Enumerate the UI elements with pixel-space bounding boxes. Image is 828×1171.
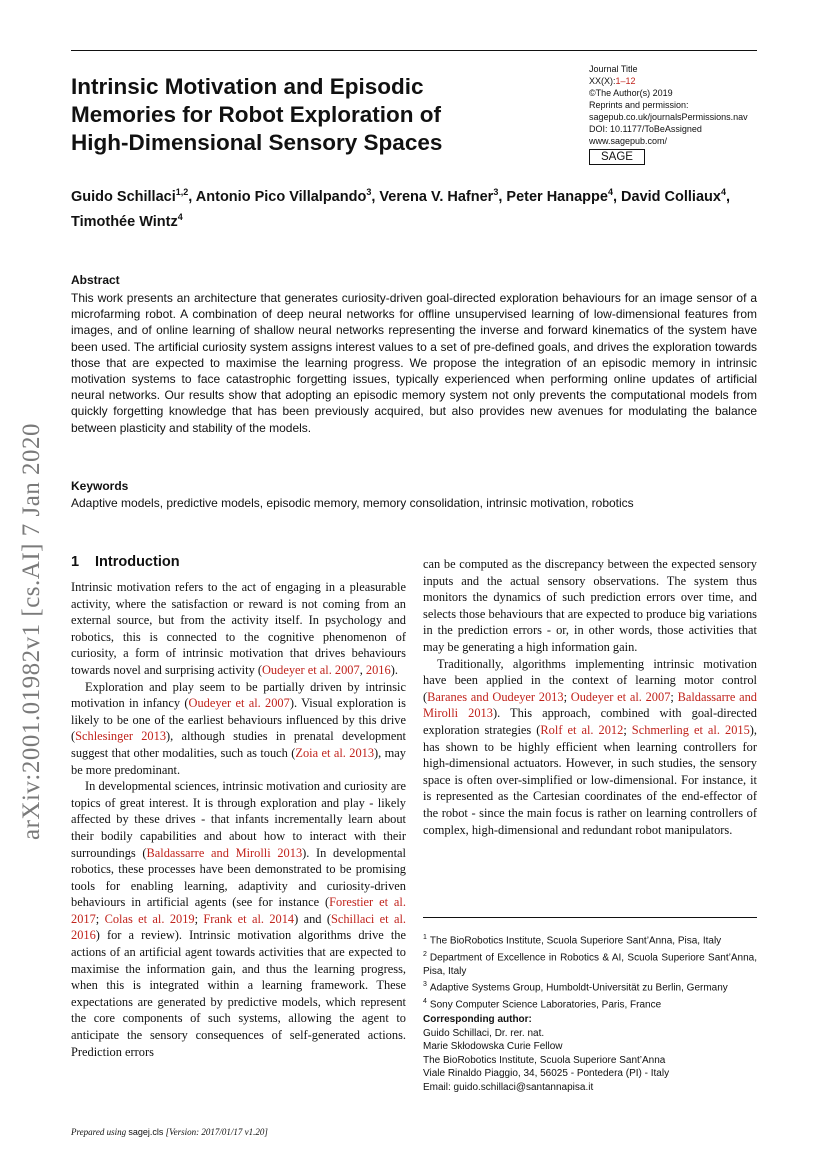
doi: DOI: 10.1177/ToBeAssigned <box>589 124 702 134</box>
author-affiliation: 4 <box>607 187 613 197</box>
affiliation-footnote <box>423 948 757 978</box>
body-paragraph: can be computed as the discrepancy between the expected sensory inputs and the actual sensory observations. The system thus monitors the dynamics of such prediction errors over time, and selects those behaviours that are expected to produce big variations in the prediction errors - or, in other words, those activities that may be generating a high information gain. <box>423 557 757 654</box>
author-name: Peter Hanappe <box>506 188 608 205</box>
affiliation-footnote <box>423 995 757 1012</box>
section-heading-introduction <box>71 554 180 570</box>
title-line: Memories for Robot Exploration of <box>71 102 442 127</box>
footnote-number: 4 <box>423 997 427 1005</box>
section-title: Introduction <box>95 554 180 570</box>
abstract-heading: Abstract <box>71 273 120 287</box>
reprints-label: Reprints and permission: <box>589 100 689 110</box>
right-column <box>423 556 757 838</box>
footnote-number: 1 <box>423 934 427 941</box>
keywords-text: Adaptive models, predictive models, episodic memory, memory consolidation, intrinsic motivation, robotics <box>71 496 634 510</box>
footnote-number: 3 <box>423 981 427 989</box>
body-paragraph: Intrinsic motivation refers to the act of engaging in a pleasurable activity, where the satisfaction or reward is not coming from an external source, but from the activity itself. In psychology and robotics, this is connected to the cognitive phenomenon of curiosity, a form of intrinsic motivation that drives behaviours towards novel and surprising activity (Oudeyer et al. 2007, 2016). <box>71 580 406 677</box>
journal-volume <box>589 75 748 87</box>
citation-link[interactable]: Rolf et al. 2012 <box>540 722 624 737</box>
body-paragraph: Traditionally, algorithms implementing intrinsic motivation have been applied in the context of learning motor control (Baranes and Oudeyer 2013; Oudeyer et al. 2007; Baldassarre and Mirolli 2013). This approach, combined with goal-directed exploration strategies (Rolf et al. 2012; Schmerling et al. 2015), has shown to be highly efficient when learning controllers for high-dimensional actuators. However, in such studies, the sensory space is often over-simplified or low-dimensional. For instance, it is represented as the Cartesian coordinates of the end-effector of the robot - since the main focus is rather on learning controllers of complex, high-dimensional and redundant robot manipulators. <box>423 656 758 837</box>
prepared-using-note <box>71 1127 268 1137</box>
corresponding-author <box>423 1013 757 1095</box>
class-file: sagej.cls <box>128 1127 164 1137</box>
author-name: Antonio Pico Villalpando <box>195 188 367 205</box>
author-list: Guido Schillaci$^{1,2}$, Antonio Pico Villalpando$^3$, Verena V. Hafner$^3$, Peter Hanappe$^4$, David Colliaux$^4$, Timothée Wintz$^4$ <box>71 187 730 230</box>
citation-link[interactable]: Schillaci et al. 2016 <box>71 911 406 943</box>
citation-link[interactable]: Baldassarre and Mirolli 2013 <box>423 689 757 721</box>
sage-logo: SAGE <box>589 149 645 165</box>
author-affiliation: 3 <box>493 187 499 197</box>
footnote-rule <box>423 917 757 918</box>
citation-link[interactable]: Baldassarre and Mirolli 2013 <box>146 845 303 860</box>
journal-info <box>589 63 748 165</box>
author-affiliation: 4 <box>177 211 183 222</box>
footnote-text: Adaptive Systems Group, Humboldt-Universität zu Berlin, Germany <box>429 982 728 994</box>
top-rule <box>71 50 757 51</box>
prepared-prefix: Prepared using <box>71 1127 129 1137</box>
reprints-url: sagepub.co.uk/journalsPermissions.nav <box>589 112 748 122</box>
citation-link[interactable]: Baranes and Oudeyer 2013 <box>427 689 564 704</box>
paper-title <box>71 73 571 157</box>
page-range-link[interactable]: 1–12 <box>615 76 636 86</box>
affiliation-footnotes <box>423 931 757 1012</box>
corresponding-line: Guido Schillaci, Dr. rer. nat. <box>423 1027 545 1039</box>
copyright: ©The Author(s) 2019 <box>589 88 673 98</box>
corresponding-email: Email: guido.schillaci@santannapisa.it <box>423 1081 594 1093</box>
body-paragraph: Exploration and play seem to be partially driven by intrinsic motivation in infancy (Oudeyer et al. 2007). Visual exploration is likely to be one of the earliest behaviours influenced by this drive (Schlesinger 2013), although studies in prenatal development suggest that other modalities, such as touch (Zoia et al. 2013), may be more predominant. <box>71 679 406 777</box>
author-name: Verena V. Hafner <box>379 188 494 205</box>
corresponding-line: The BioRobotics Institute, Scuola Superiore Sant’Anna <box>423 1054 666 1066</box>
volume-text: XX(X): <box>589 76 616 86</box>
section-number: 1 <box>71 554 80 570</box>
author-affiliation: 1,2 <box>175 187 189 197</box>
citation-link[interactable]: Oudeyer et al. 2007 <box>261 662 360 677</box>
keywords-heading: Keywords <box>71 479 129 493</box>
citation-link[interactable]: Schmerling et al. 2015 <box>631 722 750 737</box>
footnote-text: Sony Computer Science Laboratories, Paris, France <box>429 999 662 1011</box>
footnote-text: Department of Excellence in Robotics & AI, Scuola Superiore Sant’Anna, Pisa, Italy <box>423 952 757 977</box>
corresponding-line: Marie Skłodowska Curie Fellow <box>423 1041 563 1053</box>
citation-link[interactable]: Oudeyer et al. 2007 <box>570 689 671 704</box>
citation-link[interactable]: Zoia et al. 2013 <box>295 745 375 760</box>
prepared-version: [Version: 2017/01/17 v1.20] <box>163 1127 268 1137</box>
citation-link[interactable]: Schlesinger 2013 <box>75 729 167 744</box>
left-column <box>71 579 406 1060</box>
title-line: High-Dimensional Sensory Spaces <box>71 130 443 155</box>
title-line: Intrinsic Motivation and Episodic <box>71 74 424 99</box>
abstract-text: This work presents an architecture that generates curiosity-driven goal-directed exploration behaviours for an image sensor of a microfarming robot. A combination of deep neural networks for offline unsupervised learning of low-dimensional features from images, and of online learning of shallow neural networks representing the inverse and forward kinematics of the system have been used. The artificial curiosity system assigns interest values to a set of pre-defined goals, and drives the exploration towards those that are expected to maximise the learning progress. We propose the integration of an episodic memory in intrinsic motivation systems to face catastrophic forgetting issues, typically experienced when performing online updates of artificial neural networks. Our results show that adopting an episodic memory system not only prevents the computational models from quickly forgetting knowledge that has been previously acquired, but also provides new avenues for modulating the balance between plasticity and stability of the models. <box>71 291 757 435</box>
author-affiliation: 4 <box>720 187 726 197</box>
citation-link[interactable]: Forestier et al. 2017 <box>71 895 406 926</box>
citation-link[interactable]: Colas et al. 2019 <box>104 911 195 926</box>
corresponding-line: Viale Rinaldo Piaggio, 34, 56025 - Pontedera (PI) - Italy <box>423 1068 670 1080</box>
corresponding-heading: Corresponding author: <box>423 1014 532 1025</box>
affiliation-footnote <box>423 931 757 948</box>
author-name: Timothée Wintz <box>71 213 178 230</box>
footnote-text: The BioRobotics Institute, Scuola Superiore Sant’Anna, Pisa, Italy <box>429 935 722 947</box>
citation-link[interactable]: 2016 <box>365 662 391 677</box>
affiliation-footnote <box>423 978 757 995</box>
citation-link[interactable]: Oudeyer et al. 2007 <box>188 696 290 711</box>
author-affiliation: 3 <box>366 187 372 197</box>
journal-name: Journal Title <box>589 64 638 74</box>
citation-link[interactable]: Frank et al. 2014 <box>203 911 295 926</box>
author-name: David Colliaux <box>621 188 721 205</box>
author-name: Guido Schillaci <box>71 188 176 205</box>
arxiv-stamp: arXiv:2001.01982v1 [cs.AI] 7 Jan 2020 <box>18 422 45 840</box>
body-paragraph: In developmental sciences, intrinsic motivation and curiosity are topics of great interest. It is through exploration and play - likely affected by these drives - that infants incrementally learn about their bodily capabilities and about how to interact with their surroundings (Baldassarre and Mirolli 2013). In developmental robotics, these processes have been demonstrated to be promising tools for enabling learning, adaptivity and curiosity-driven behaviours in artificial agents (see for instance (Forestier et al. 2017; Colas et al. 2019; Frank et al. 2014) and (Schillaci et al. 2016) for a review). Intrinsic motivation algorithms drive the actions of an artificial agent towards activities that are expected to maximise the information gain, and thus the learning progress, when this is integrated within a learning framework. These expectations are generated by predictive models, which represent the core components of such systems, allowing the agent to anticipate the sensory consequences of self-generated actions. Prediction errors <box>71 779 406 1059</box>
footnote-number: 2 <box>423 950 427 958</box>
journal-website: www.sagepub.com/ <box>589 136 668 146</box>
